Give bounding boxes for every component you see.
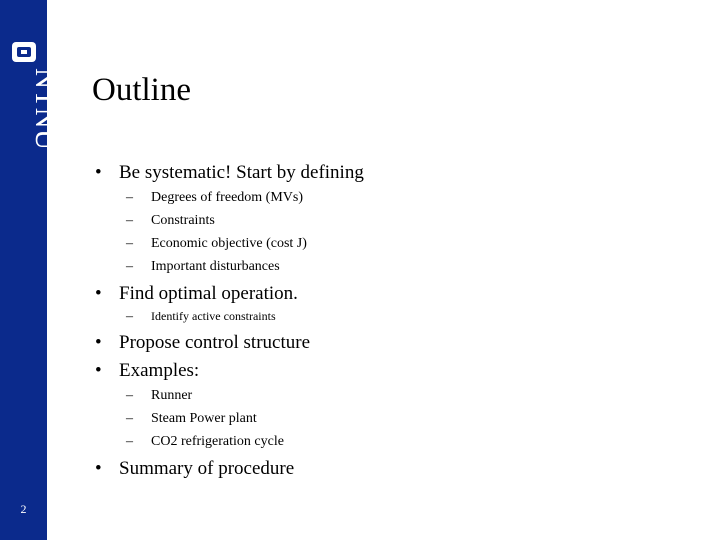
bullet-marker: • <box>95 458 102 479</box>
sub-bullet-item <box>126 308 276 325</box>
sub-bullet-item <box>126 212 215 230</box>
dash-marker: – <box>126 309 133 324</box>
ntnu-sidebar <box>0 0 61 540</box>
bullet-text: Be systematic! Start by defining <box>119 162 364 183</box>
sub-bullet-item <box>126 235 307 253</box>
sub-bullet-item <box>126 189 303 207</box>
dash-marker: – <box>126 236 133 251</box>
bullet-marker: • <box>95 360 102 381</box>
sub-bullet-text: Degrees of freedom (MVs) <box>151 190 303 205</box>
sub-bullet-text: CO2 refrigeration cycle <box>151 434 284 449</box>
dash-marker: – <box>126 434 133 449</box>
bullet-item <box>95 360 199 382</box>
slide-title: Outline <box>92 72 191 108</box>
sub-bullet-item <box>126 410 257 428</box>
dash-marker: – <box>126 388 133 403</box>
sub-bullet-item <box>126 387 192 405</box>
dash-marker: – <box>126 190 133 205</box>
bullet-marker: • <box>95 162 102 183</box>
sub-bullet-text: Identify active constraints <box>151 309 276 323</box>
sub-bullet-item <box>126 258 280 276</box>
ntnu-logo-text: NTNU <box>29 68 61 151</box>
bullet-item <box>95 332 310 354</box>
bullet-item <box>95 162 364 184</box>
bullet-marker: • <box>95 332 102 353</box>
sub-bullet-item <box>126 433 284 451</box>
sub-bullet-text: Runner <box>151 388 193 403</box>
bullet-text: Propose control structure <box>119 332 311 353</box>
dash-marker: – <box>126 411 133 426</box>
page-number: 2 <box>20 502 27 516</box>
bullet-item <box>95 458 294 480</box>
bullet-text: Summary of procedure <box>119 458 295 479</box>
bullet-item <box>95 283 298 305</box>
dash-marker: – <box>126 213 133 228</box>
dash-marker: – <box>126 259 133 274</box>
bullet-marker: • <box>95 283 102 304</box>
sub-bullet-text: Important disturbances <box>151 259 280 274</box>
bullet-text: Find optimal operation. <box>119 283 298 304</box>
ntnu-logo <box>0 40 61 170</box>
sub-bullet-text: Economic objective (cost J) <box>151 236 307 251</box>
sub-bullet-text: Constraints <box>151 213 215 228</box>
sub-bullet-text: Steam Power plant <box>151 411 257 426</box>
bullet-text: Examples: <box>119 360 200 381</box>
